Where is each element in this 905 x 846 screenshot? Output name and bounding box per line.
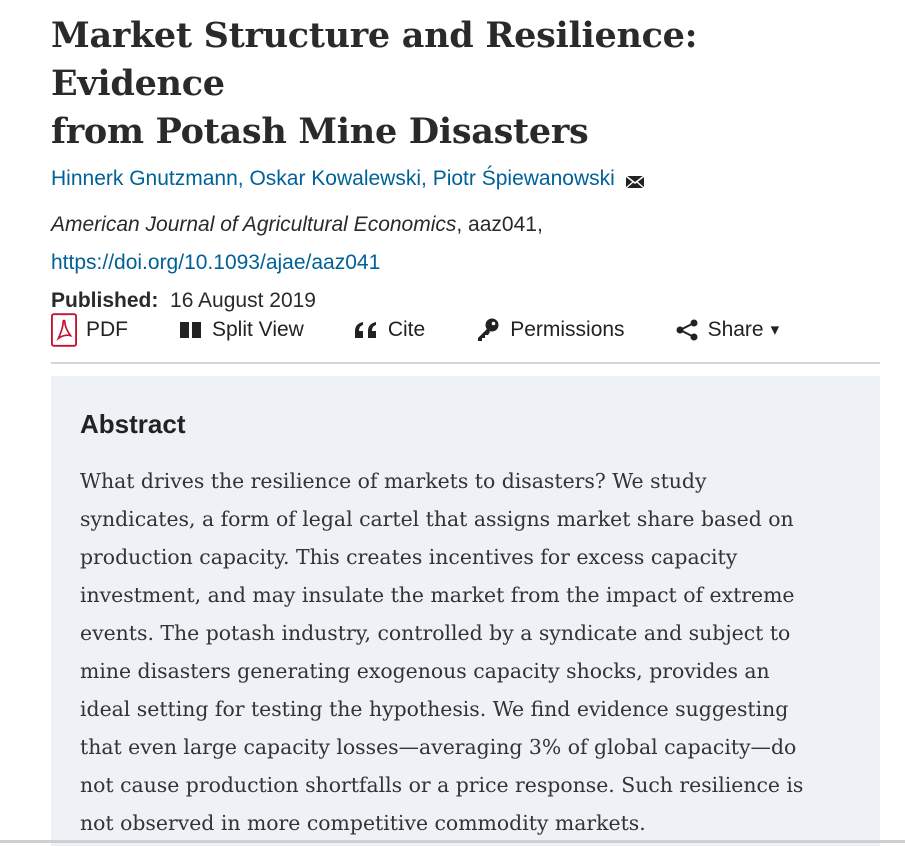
abstract-body <box>80 462 865 842</box>
author-separator: , <box>237 167 244 190</box>
doi-link[interactable]: https://doi.org/10.1093/ajae/aaz041 <box>51 251 381 274</box>
pdf-button[interactable] <box>51 310 128 350</box>
share-label: Share <box>707 318 764 341</box>
share-dropdown[interactable] <box>675 310 780 350</box>
abstract-line: not observed in more competitive commodity markets. <box>80 811 646 835</box>
journal-name: American Journal of Agricultural Economics <box>51 213 457 236</box>
abstract-line: ideal setting for testing the hypothesis. We find evidence suggesting <box>80 697 789 721</box>
quote-icon <box>353 320 379 340</box>
abstract-line: not cause production shortfalls or a price response. Such resilience is <box>80 773 804 797</box>
cite-label: Cite <box>387 318 426 341</box>
permissions-label: Permissions <box>510 318 625 341</box>
author-separator: , <box>421 167 427 190</box>
abstract-line: events. The potash industry, controlled by a syndicate and subject to <box>80 621 791 645</box>
citation-block <box>51 206 880 320</box>
author-list <box>51 166 880 192</box>
abstract-line: mine disasters generating exogenous capacity shocks, provides an <box>80 659 770 683</box>
article-title-line-1: Market Structure and Resilience: Evidence <box>51 15 698 104</box>
published-date: 16 August 2019 <box>170 289 316 312</box>
author-link-kowalewski[interactable]: Oskar Kowalewski <box>249 167 422 190</box>
article-title <box>51 12 880 156</box>
split-view-icon <box>179 320 203 340</box>
published-label: Published: <box>51 289 159 312</box>
pdf-icon <box>51 313 77 347</box>
article-toolbar <box>51 310 880 364</box>
split-view-label: Split View <box>212 318 304 341</box>
chevron-down-icon: ▾ <box>770 320 780 339</box>
permissions-button[interactable] <box>475 310 624 350</box>
article-title-line-2: from Potash Mine Disasters <box>51 111 589 152</box>
abstract-line: investment, and may insulate the market from the impact of extreme <box>80 583 795 607</box>
article-header <box>51 12 880 320</box>
pdf-label: PDF <box>86 318 128 341</box>
abstract-heading: Abstract <box>80 409 186 439</box>
abstract-line: production capacity. This creates incentives for excess capacity <box>80 545 738 569</box>
doi-line <box>51 244 880 282</box>
key-icon <box>475 317 501 343</box>
envelope-icon[interactable] <box>625 171 645 187</box>
share-icon <box>675 318 699 342</box>
author-link-spiewanowski[interactable]: Piotr Śpiewanowski <box>432 167 615 190</box>
abstract-line: syndicates, a form of legal cartel that assigns market share based on <box>80 507 794 531</box>
cite-button[interactable] <box>353 310 425 350</box>
author-link-gnutzmann[interactable]: Hinnerk Gnutzmann <box>51 167 238 190</box>
citation-line <box>51 206 880 244</box>
split-view-button[interactable] <box>179 310 304 350</box>
abstract-section <box>51 376 880 846</box>
article-id: , aaz041, <box>456 213 543 236</box>
abstract-line: that even large capacity losses—averaging 3% of global capacity—do <box>80 735 797 759</box>
abstract-line: What drives the resilience of markets to disasters? We study <box>80 469 707 493</box>
